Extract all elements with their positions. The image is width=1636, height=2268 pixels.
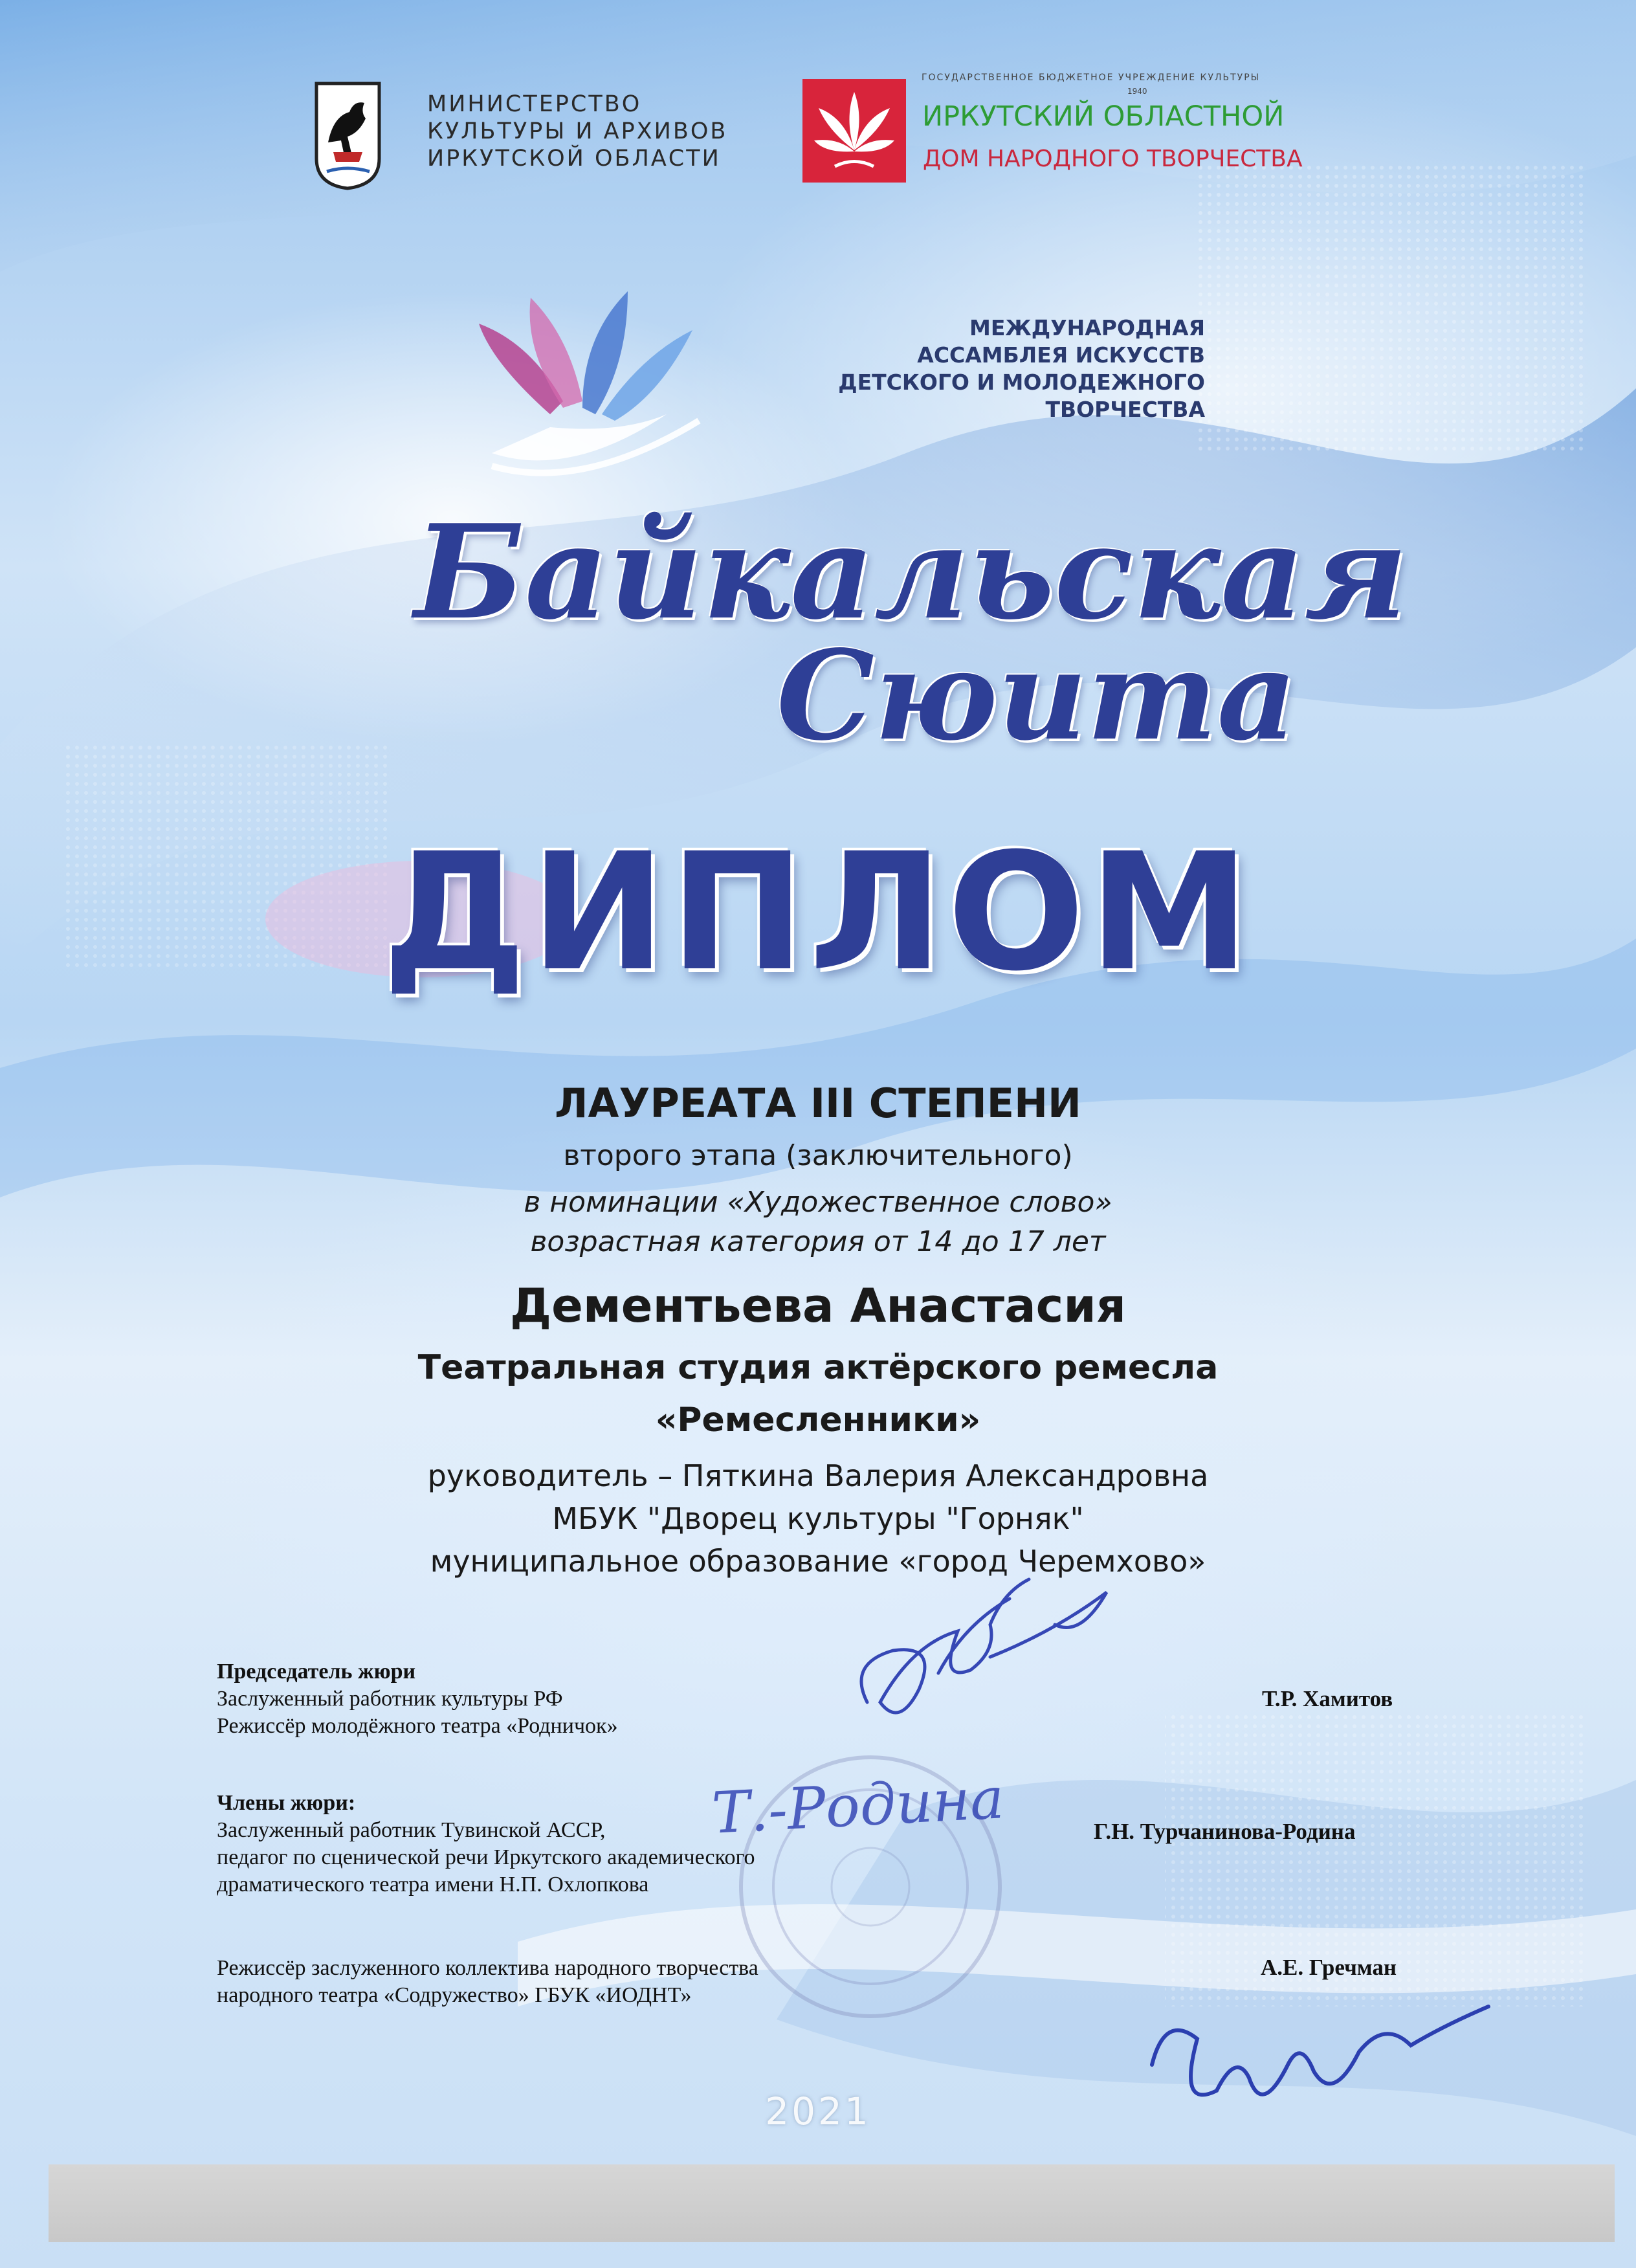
- assembly-line-4: ТВОРЧЕСТВА: [1045, 397, 1205, 422]
- bottom-band: [49, 2164, 1615, 2242]
- diploma-title: ДИПЛОМ: [382, 818, 1254, 1006]
- bird-wing-logo-icon: [453, 285, 725, 505]
- signature-chair: [809, 1553, 1145, 1748]
- ministry-name: [427, 91, 727, 172]
- jury-members-heading: Члены жюри:: [217, 1791, 356, 1815]
- assembly-line-1: МЕЖДУНАРОДНАЯ: [969, 315, 1205, 340]
- coat-of-arms-icon: [314, 81, 382, 191]
- jury-member2-name: А.Е. Гречман: [1261, 1955, 1397, 1980]
- jury-member2-block: [217, 1955, 758, 2009]
- jury-member1-title: Заслуженный работник Тувинской АССР,: [217, 1818, 606, 1842]
- recipient-studio-line-1: Театральная студия актёрского ремесла: [417, 1348, 1219, 1387]
- jury-member1-position: педагог по сценической речи Иркутского академического: [217, 1845, 755, 1869]
- award-degree: ЛАУРЕАТА III СТЕПЕНИ: [555, 1080, 1081, 1127]
- award-age-category: возрастная категория от 14 до 17 лет: [530, 1225, 1106, 1258]
- jury-member1-name: Г.Н. Турчанинова-Родина: [1094, 1819, 1356, 1844]
- signature-member1: Т.-Родина: [710, 1764, 1006, 1847]
- jury-members-block: [217, 1790, 755, 1898]
- jury-chair-heading: Председатель жюри: [217, 1660, 416, 1684]
- assembly-text: [699, 315, 1205, 423]
- year: 2021: [765, 2089, 871, 2133]
- house-line-2: ДОМ НАРОДНОГО ТВОРЧЕСТВА: [923, 146, 1303, 172]
- lotus-logo-icon: [802, 79, 906, 183]
- award-stage: второго этапа (заключительного): [563, 1139, 1073, 1172]
- assembly-line-2: АССАМБЛЕЯ ИСКУССТВ: [917, 342, 1205, 368]
- jury-chair-title: Заслуженный работник культуры РФ: [217, 1687, 563, 1711]
- jury-member2-title: Режиссёр заслуженного коллектива народного творчества: [217, 1956, 758, 1980]
- ministry-line-3: ИРКУТСКОЙ ОБЛАСТИ: [427, 146, 721, 172]
- ministry-logo: [314, 81, 382, 191]
- award-nomination: в номинации «Художественное слово»: [524, 1186, 1112, 1219]
- jury-member2-position: народного театра «Содружество» ГБУК «ИОДНТ»: [217, 1983, 692, 2007]
- jury-chair-block: [217, 1658, 618, 1740]
- house-top-line: ГОСУДАРСТВЕННОЕ БЮДЖЕТНОЕ УЧРЕЖДЕНИЕ КУЛЬТУРЫ: [922, 72, 1261, 83]
- festival-name-line-2: Сюита: [777, 623, 1297, 768]
- assembly-line-3: ДЕТСКОГО И МОЛОДЕЖНОГО: [838, 370, 1205, 395]
- recipient-leader: руководитель – Пяткина Валерия Александровна: [427, 1458, 1209, 1493]
- recipient-name: Дементьева Анастасия: [509, 1278, 1127, 1333]
- recipient-institution: МБУК "Дворец культуры "Горняк": [552, 1501, 1084, 1536]
- ministry-line-2: КУЛЬТУРЫ И АРХИВОВ: [427, 118, 728, 144]
- house-founded-year: 1940: [1127, 87, 1147, 96]
- jury-chair-position: Режиссёр молодёжного театра «Родничок»: [217, 1714, 618, 1738]
- festival-name-line-1: Байкальская: [414, 496, 1408, 649]
- recipient-municipality: муниципальное образование «город Черемхово»: [430, 1544, 1206, 1579]
- jury-member1-theatre: драматического театра имени Н.П. Охлопкова: [217, 1873, 649, 1896]
- house-logo: [802, 79, 906, 183]
- house-line-1: ИРКУТСКИЙ ОБЛАСТНОЙ: [922, 100, 1285, 133]
- recipient-studio-line-2: «Ремесленники»: [655, 1401, 981, 1440]
- ministry-line-1: МИНИСТЕРСТВО: [427, 91, 642, 117]
- jury-chair-name: Т.Р. Хамитов: [1262, 1686, 1393, 1711]
